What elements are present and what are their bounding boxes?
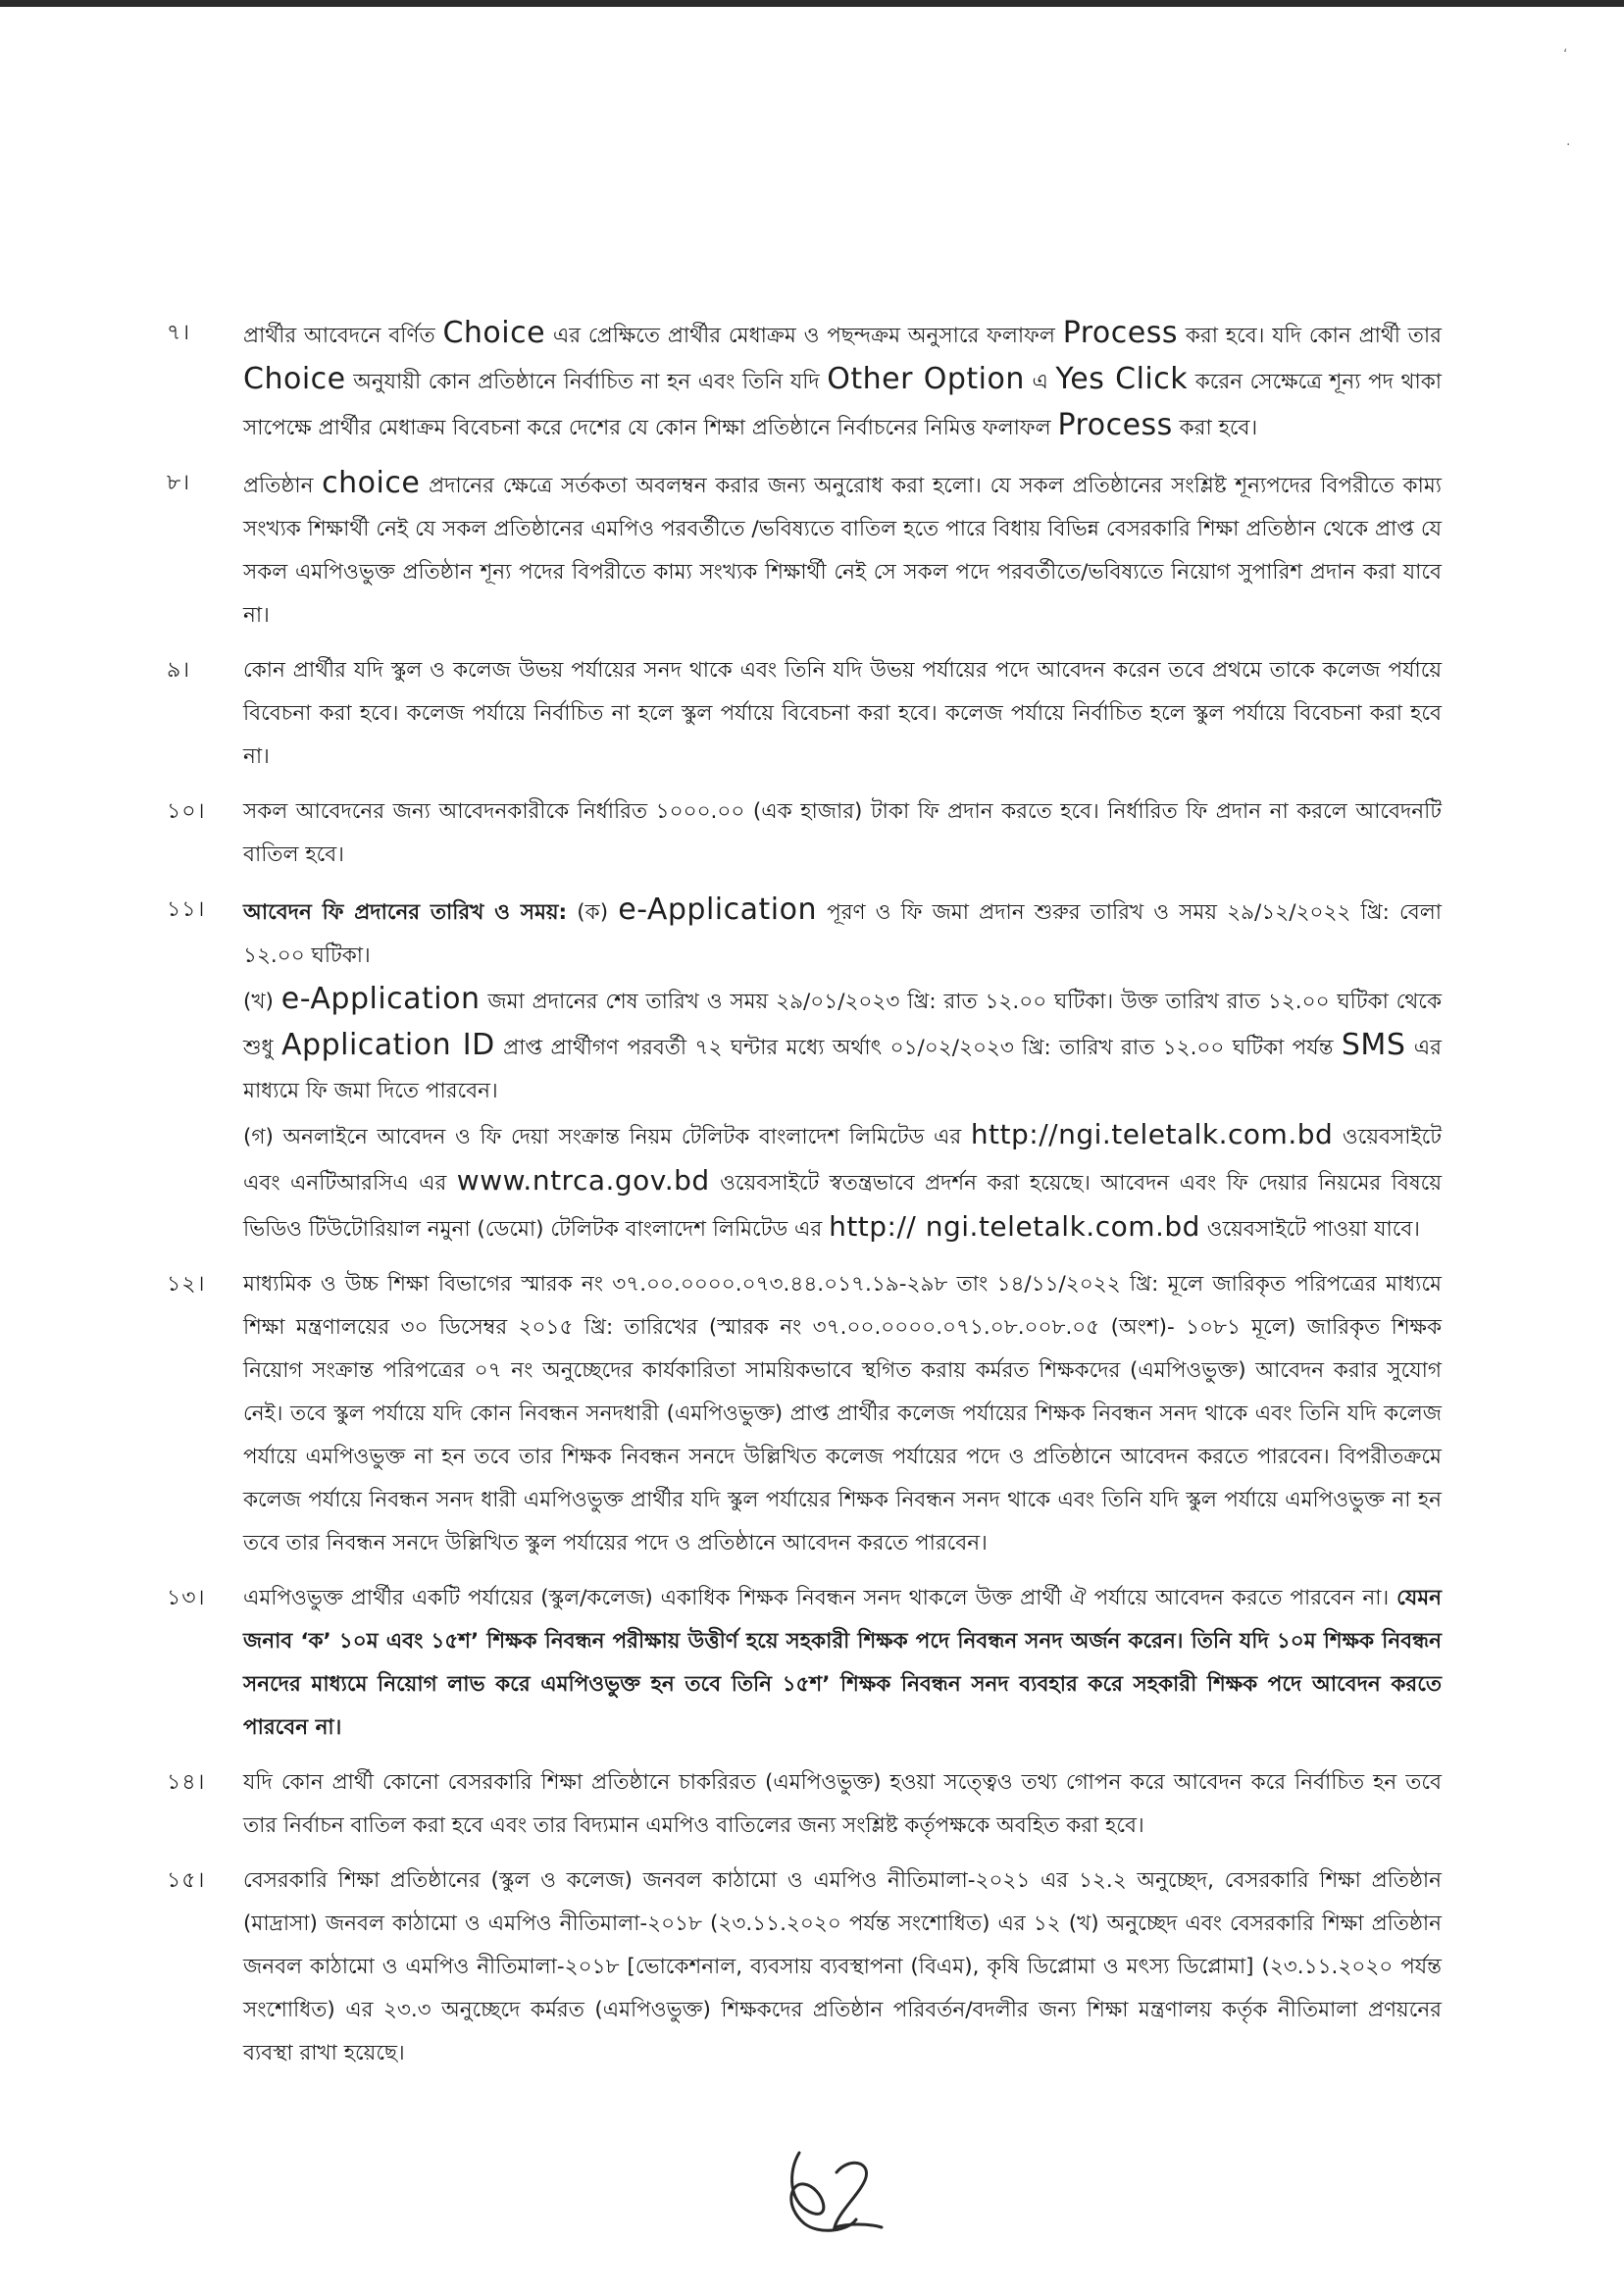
text-run: প্রতিষ্ঠান: [243, 474, 323, 498]
sub-clause-a: [243, 889, 1442, 978]
clause-7: [167, 312, 1442, 450]
clause-9: [167, 649, 1442, 779]
text-run: (খ): [243, 990, 281, 1014]
text-run: করা হবে।: [1172, 416, 1258, 440]
clause-15: [167, 1860, 1442, 2075]
text-run: করেন সেক্ষেত্রে শূন্য পদ থাকা সাপেক্ষে প্রার্থীর মেধাক্রম বিবেচনা করে দেশের যে কোন শিক্ষা প্রতিষ্ঠানে নির্বাচনের নিমিত্ত ফলাফল: [243, 370, 1442, 440]
bold-text: যেমন জনাব ‘ক’ ১০ম এবং ১৫শ’ শিক্ষক নিবন্ধন পরীক্ষায় উত্তীর্ণ হয়ে সহকারী শিক্ষক পদে নিবন্ধন সনদ অর্জন করেন। তিনি যদি ১০ম শিক্ষক নিবন্ধন সনদের মাধ্যমে নিয়োগ লাভ করে এমপিওভুক্ত হন তবে তিনি ১৫শ’ শিক্ষক নিবন্ধন সনদ ব্যবহার করে সহকারী শিক্ষক পদে আবেদন করতে পারবেন না।: [243, 1586, 1442, 1740]
clause-12: [167, 1263, 1442, 1565]
clause-number: ৭।: [167, 321, 191, 345]
clause-number: ১৫।: [167, 1868, 206, 1893]
text-run: করা হবে। যদি কোন প্রার্থী তার: [1178, 324, 1442, 348]
scan-top-edge: [0, 0, 1624, 7]
document-body: [167, 312, 1442, 2087]
clause-text: [243, 1577, 1442, 1750]
text-run: ওয়েবসাইটে স্বতন্ত্রভাবে প্রদর্শন করা হয়েছে। আবেদন এবং ফি দেয়ার নিয়মের বিষয়ে ভিডিও টিউটোরিয়াল নমুনা (ডেমো) টেলিটক বাংলাদেশ লিমিটেড এর: [243, 1171, 1442, 1242]
sub-clause-b: [243, 978, 1442, 1113]
text-run: যদি কোন প্রার্থী কোনো বেসরকারি শিক্ষা প্রতিষ্ঠানে চাকরিরত (এমপিওভুক্ত) হওয়া সত্ত্বেও তথ্য গোপন করে আবেদন করে নির্বাচিত হন তবে তার নির্বাচন বাতিল করা হবে এবং তার বিদ্যমান এমপিও বাতিলের জন্য সংশ্লিষ্ট কর্তৃপক্ষকে অবহিত করা হবে।: [243, 1770, 1442, 1838]
english-term: Choice: [243, 362, 346, 396]
clause-13: [167, 1577, 1442, 1750]
text-run: পূরণ ও ফি জমা প্রদান শুরুর তারিখ ও সময় ২৯/১২/২০২২ খ্রি: বেলা ১২.০০ ঘটিকা।: [243, 900, 1442, 968]
text-run: অনুযায়ী কোন প্রতিষ্ঠানে নির্বাচিত না হন এবং তিনি যদি: [345, 370, 828, 394]
text-run: প্রাপ্ত প্রার্থীগণ পরবর্তী ৭২ ঘন্টার মধ্যে অর্থাৎ ০১/০২/২০২৩ খ্রি: তারিখ রাত ১২.০০ ঘটিকা পর্যন্ত: [494, 1036, 1342, 1060]
text-run: এর মাধ্যমে ফি জমা দিতে পারবেন।: [243, 1036, 1442, 1103]
scan-speck: ‘: [1563, 47, 1568, 63]
clause-number: ৯।: [167, 658, 191, 683]
text-run: (গ) অনলাইনে আবেদন ও ফি দেয়া সংক্রান্ত নিয়ম টেলিটক বাংলাদেশ লিমিটেড এর: [243, 1125, 971, 1149]
english-term: Choice: [442, 316, 546, 350]
english-term: SMS: [1341, 1028, 1406, 1062]
text-run: এ: [1024, 370, 1056, 394]
english-term: choice: [322, 466, 421, 500]
english-term: http://ngi.teletalk.com.bd: [970, 1118, 1334, 1150]
text-run: এমপিওভুক্ত প্রার্থীর একটি পর্যায়ের (স্কুল/কলেজ) একাধিক শিক্ষক নিবন্ধন সনদ থাকলে উক্ত প্রার্থী ঐ পর্যায়ে আবেদন করতে পারবেন না।: [243, 1586, 1397, 1610]
clause-14: [167, 1761, 1442, 1848]
clause-number: ১১।: [167, 897, 206, 922]
clause-heading: আবেদন ফি প্রদানের তারিখ ও সময়:: [243, 900, 568, 925]
text-run: কোন প্রার্থীর যদি স্কুল ও কলেজ উভয় পর্যায়ের সনদ থাকে এবং তিনি যদি উভয় পর্যায়ের পদে আবেদন করেন তবে প্রথমে তাকে কলেজ পর্যায়ে বিবেচনা করা হবে। কলেজ পর্যায়ে নির্বাচিত না হলে স্কুল পর্যায়ে বিবেচনা করা হবে। কলেজ পর্যায়ে নির্বাচিত হলে স্কুল পর্যায়ে বিবেচনা করা হবে না।: [243, 658, 1442, 769]
text-run: এর প্রেক্ষিতে প্রার্থীর মেধাক্রম ও পছন্দক্রম অনুসারে ফলাফল: [545, 324, 1063, 348]
clause-number: ১২।: [167, 1272, 206, 1297]
text-run: প্রার্থীর আবেদনে বর্ণিত: [243, 324, 443, 348]
clause-text: [243, 790, 1442, 877]
english-term: Application ID: [281, 1028, 495, 1062]
text-run: সকল আবেদনের জন্য আবেদনকারীকে নির্ধারিত ১০০০.০০ (এক হাজার) টাকা ফি প্রদান করতে হবে। নির্ধারিত ফি প্রদান না করলে আবেদনটি বাতিল হবে।: [243, 799, 1442, 867]
english-term: e-Application: [618, 892, 817, 927]
clause-text: [243, 1263, 1442, 1565]
english-term: http:// ngi.teletalk.com.bd: [829, 1210, 1200, 1243]
clause-number: ১৩।: [167, 1586, 206, 1610]
clause-text: [243, 312, 1442, 450]
english-term: Process: [1057, 408, 1173, 442]
clause-10: [167, 790, 1442, 877]
sub-clause-c: [243, 1113, 1442, 1251]
english-term: Other Option: [827, 362, 1025, 396]
english-term: e-Application: [280, 982, 481, 1016]
text-run: বেসরকারি শিক্ষা প্রতিষ্ঠানের (স্কুল ও কলেজ) জনবল কাঠামো ও এমপিও নীতিমালা-২০২১ এর ১২.২ অনুচ্ছেদ, বেসরকারি শিক্ষা প্রতিষ্ঠান (মাদ্রাসা) জনবল কাঠামো ও এমপিও নীতিমালা-২০১৮ (২৩.১১.২০২০ পর্যন্ত সংশোধিত) এর ১২ (খ) অনুচ্ছেদ এবং বেসরকারি শিক্ষা প্রতিষ্ঠান জনবল কাঠামো ও এমপিও নীতিমালা-২০১৮ [ভোকেশনাল, ব্যবসায় ব্যবস্থাপনা (বিএম), কৃষি ডিপ্লোমা ও মৎস্য ডিপ্লোমা] (২৩.১১.২০২০ পর্যন্ত সংশোধিত) এর ২৩.৩ অনুচ্ছেদে কর্মরত (এমপিওভুক্ত) শিক্ষকদের প্রতিষ্ঠান পরিবর্তন/বদলীর জন্য শিক্ষা মন্ত্রণালয় কর্তৃক নীতিমালা প্রণয়নের ব্যবস্থা রাখা হয়েছে।: [243, 1868, 1442, 2065]
clause-text: [243, 1860, 1442, 2075]
clause-text: [243, 649, 1442, 779]
clause-11: [167, 889, 1442, 1251]
clause-text: [243, 1761, 1442, 1848]
text-run: মাধ্যমিক ও উচ্চ শিক্ষা বিভাগের স্মারক নং ৩৭.০০.০০০০.০৭৩.৪৪.০১৭.১৯-২৯৮ তাং ১৪/১১/২০২২ খ্রি: মূলে জারিকৃত পরিপত্রের মাধ্যমে শিক্ষা মন্ত্রণালয়ের ৩০ ডিসেম্বর ২০১৫ খ্রি: তারিখের (স্মারক নং ৩৭.০০.০০০০.০৭১.০৮.০০৮.০৫ (অংশ)- ১০৮১ মূলে) জারিকৃত শিক্ষক নিয়োগ সংক্রান্ত পরিপত্রের ০৭ নং অনুচ্ছেদের কার্যকারিতা সাময়িকভাবে স্থগিত করায় কর্মরত শিক্ষকদের (এমপিওভুক্ত) আবেদন করার সুযোগ নেই। তবে স্কুল পর্যায়ে যদি কোন নিবন্ধন সনদধারী (এমপিওভুক্ত) প্রাপ্ত প্রার্থীর কলেজ পর্যায়ের শিক্ষক নিবন্ধন সনদ থাকে এবং তিনি যদি কলেজ পর্যায়ে এমপিওভুক্ত না হন তবে তার শিক্ষক নিবন্ধন সনদে উল্লিখিত কলেজ পর্যায়ের পদে ও প্রতিষ্ঠানে আবেদন করতে পারবেন। বিপরীতক্রমে কলেজ পর্যায়ে নিবন্ধন সনদ ধারী এমপিওভুক্ত প্রার্থীর যদি স্কুল পর্যায়ের শিক্ষক নিবন্ধন সনদ থাকে এবং তিনি যদি স্কুল পর্যায়ে এমপিওভুক্ত না হন তবে তার নিবন্ধন সনদে উল্লিখিত স্কুল পর্যায়ের পদে ও প্রতিষ্ঠানে আবেদন করতে পারবেন।: [243, 1272, 1442, 1555]
clause-text: [243, 462, 1442, 637]
handwritten-signature-icon: [780, 2133, 888, 2241]
text-run: ওয়েবসাইটে এবং এনটিআরসিএ এর: [243, 1125, 1442, 1196]
text-run: জমা প্রদানের শেষ তারিখ ও সময় ২৯/০১/২০২৩ খ্রি: রাত ১২.০০ ঘটিকা। উক্ত তারিখ রাত ১২.০০ ঘটিকা থেকে শুধু: [243, 990, 1442, 1060]
clause-text: [243, 889, 1442, 1251]
text-run: প্রদানের ক্ষেত্রে সর্তকতা অবলম্বন করার জন্য অনুরোধ করা হলো। যে সকল প্রতিষ্ঠানের সংশ্লিষ্ট শূন্যপদের বিপরীতে কাম্য সংখ্যক শিক্ষার্থী নেই যে সকল প্রতিষ্ঠানের এমপিও পরবর্তীতে /ভবিষ্যতে বাতিল হতে পারে বিধায় বিভিন্ন বেসরকারি শিক্ষা প্রতিষ্ঠান থেকে প্রাপ্ত যে সকল এমপিওভুক্ত প্রতিষ্ঠান শূন্য পদের বিপরীতে কাম্য সংখ্যক শিক্ষার্থী নেই সে সকল পদে পরবর্তীতে/ভবিষ্যতে নিয়োগ সুপারিশ প্রদান করা যাবে না।: [243, 474, 1442, 628]
clause-number: ৮।: [167, 471, 191, 495]
scan-speck: ·: [1566, 137, 1571, 153]
clause-number: ১৪।: [167, 1770, 206, 1795]
english-term: Process: [1062, 316, 1178, 350]
clause-8: [167, 462, 1442, 637]
text-run: (ক): [567, 900, 619, 925]
english-term: www.ntrca.gov.bd: [456, 1164, 710, 1197]
english-term: Yes Click: [1055, 362, 1189, 396]
text-run: ওয়েবসাইটে পাওয়া যাবে।: [1199, 1217, 1420, 1242]
clause-number: ১০।: [167, 799, 206, 824]
